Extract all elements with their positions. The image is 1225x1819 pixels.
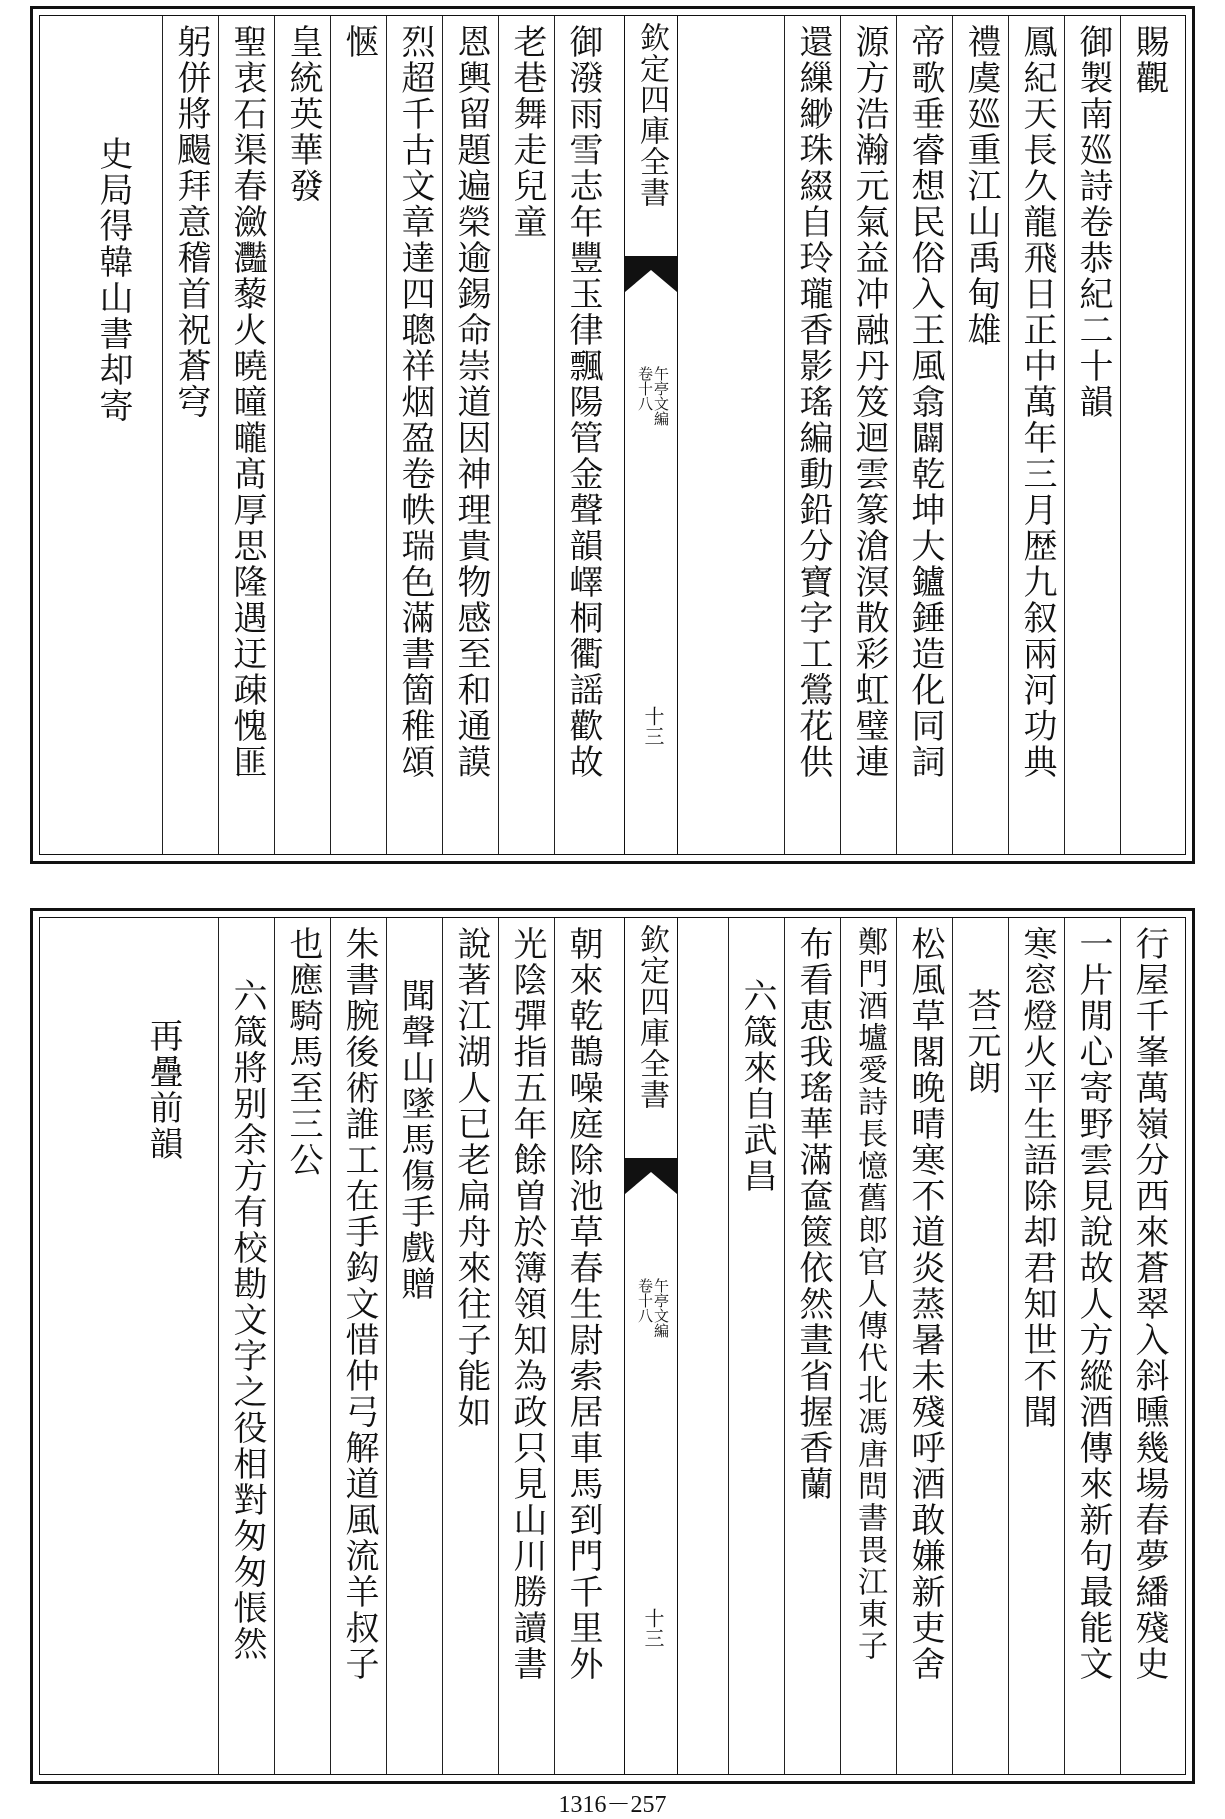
text-column: 也應騎馬至三公 — [283, 926, 323, 1178]
text-column: 朱書腕後術誰工在手鈎文惜仲弓解道風流羊叔子 — [339, 926, 379, 1682]
page-number: 十三 — [641, 1608, 665, 1648]
text-column: 再疊前韻 — [143, 1018, 183, 1162]
text-column: 一片閒心寄野雲見說故人方縱酒傳來新句最能文 — [1073, 926, 1113, 1682]
text-column: 烈超千古文章達四聰祥烟盈卷帙瑞色滿書箇稚頌 — [395, 24, 435, 780]
text-column: 布看恵我瑤華滿奩篋依然晝省握香蘭 — [793, 926, 833, 1502]
text-column: 還繅緲珠綴自玲瓏香影瑤編動鉛分寶字工鶯花供 — [793, 24, 833, 780]
fishtail-mark-icon — [625, 1158, 677, 1194]
text-column: 聞聲山墜馬傷手戲贈 — [395, 978, 435, 1302]
text-column: 寒窓燈火平生語除却君知世不聞 — [1017, 926, 1057, 1430]
text-column: 荅元朗 — [961, 988, 1001, 1096]
text-column: 朝來乾鵲噪庭除池草春生尉索居車馬到門千里外 — [563, 926, 603, 1682]
text-column: 恩輿留題遍榮逾錫命崇道因神理貴物感至和通謨 — [451, 24, 491, 780]
book-title: 午亭文編 — [652, 366, 670, 426]
text-column: 松風草閣晚晴寒不道炎蒸暑未殘呼酒敢嫌新吏舍 — [905, 926, 945, 1682]
bottom-page — [30, 908, 1195, 1784]
top-page — [30, 6, 1195, 864]
top-page-frame — [39, 15, 1186, 855]
book-title: 午亭文編 — [652, 1278, 670, 1338]
text-column: 帝歌垂睿想民俗入王風翕闢乾坤大鑪錘造化同詞 — [905, 24, 945, 780]
text-column: 源方浩瀚元氣益冲融丹笈迴雲篆滄溟散彩虹璧連 — [849, 24, 889, 780]
text-column: 愜 — [339, 24, 379, 60]
collection-title: 欽定四庫全書 — [634, 924, 669, 1110]
center-margin — [624, 918, 678, 1774]
text-column: 六箴來自武昌 — [737, 978, 777, 1194]
text-column: 光陰彈指五年餘曽於簿領知為政只見山川勝讀書 — [507, 926, 547, 1682]
text-column: 史局得韓山書却寄 — [93, 136, 133, 424]
text-column: 六箴將别余方有校勘文字之役相對匆匆悵然 — [227, 978, 267, 1662]
text-column: 鳳紀天長久龍飛日正中萬年三月歴九叙兩河功典 — [1017, 24, 1057, 780]
text-column: 賜觀 — [1129, 24, 1169, 96]
text-column: 躬併將颺拜意稽首祝蒼穹 — [171, 24, 211, 420]
page-number: 十三 — [641, 706, 665, 746]
text-column: 聖衷石渠春瀲灩藜火曉曈曨髙厚思隆遇迂疎愧匪 — [227, 24, 267, 780]
text-column: 鄭門酒壚愛詩長憶舊郎官人傳代北馮唐問書畏江東子 — [852, 926, 887, 1662]
text-column: 禮虞廵重江山禹甸雄 — [961, 24, 1001, 348]
collection-title: 欽定四庫全書 — [634, 22, 669, 208]
juan-label: 卷十八 — [636, 1278, 654, 1323]
text-column: 御製南廵詩卷恭紀二十韻 — [1073, 24, 1113, 420]
text-column: 說著江湖人已老扁舟來往子能如 — [451, 926, 491, 1430]
text-column: 行屋千峯萬嶺分西來蒼翠入斜曛幾場春夢繙殘史 — [1129, 926, 1169, 1682]
juan-label: 卷十八 — [636, 366, 654, 411]
center-margin — [624, 16, 678, 854]
bottom-page-frame — [39, 917, 1186, 1775]
page-reference: 1316－257 — [558, 1792, 667, 1818]
text-column: 皇統英華發 — [283, 24, 323, 204]
text-column: 御潑雨雪志年豐玉律飄陽管金聲韻嶧桐衢謡歡故 — [563, 24, 603, 780]
text-column: 老巷舞走兒童 — [507, 24, 547, 240]
fishtail-mark-icon — [625, 256, 677, 292]
